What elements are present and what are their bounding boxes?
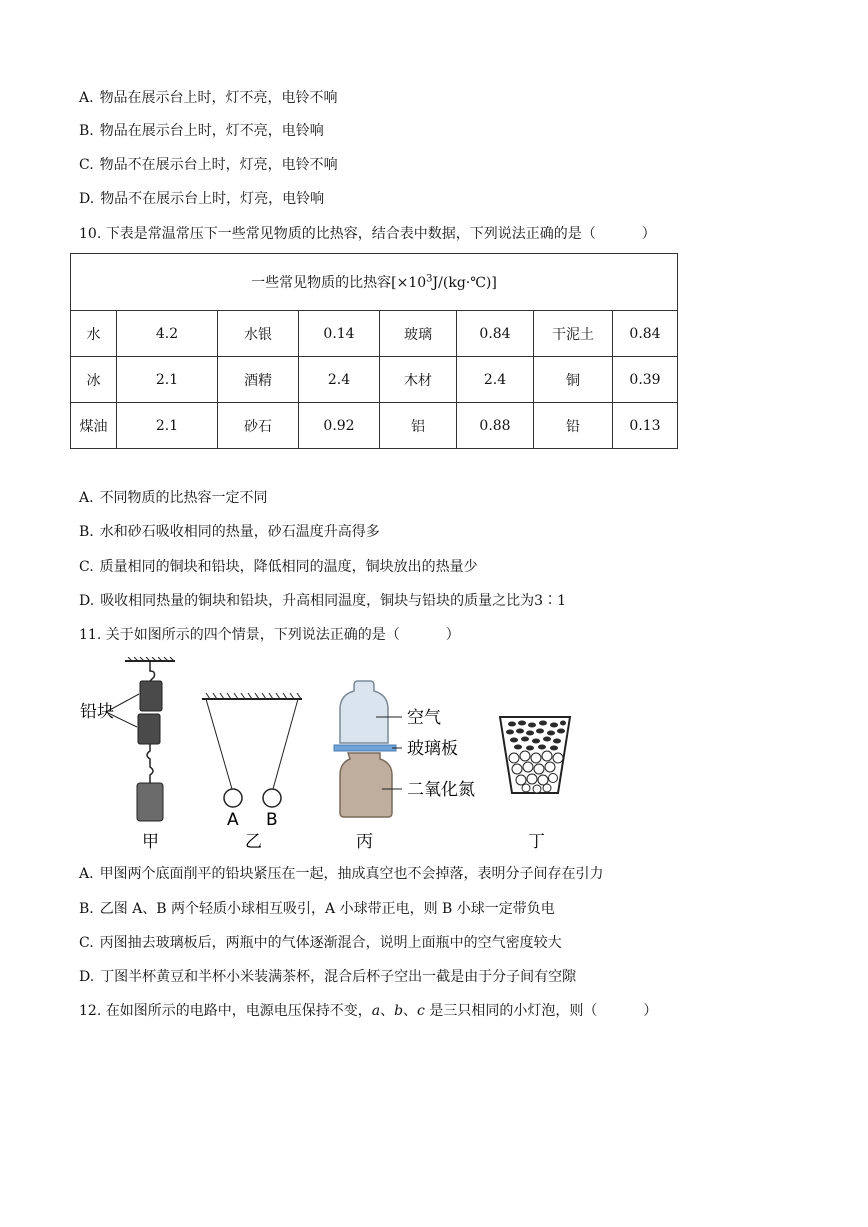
table-title: 一些常见物质的比热容$[\times 10^3J/(kg\cdot℃)]$: [71, 254, 678, 311]
table-cell: 0.39: [613, 357, 678, 403]
table-cell: 2.1: [117, 403, 218, 449]
lead-blocks-diagram: [80, 657, 175, 852]
table-cell: 4.2: [117, 311, 218, 357]
table-cell: 2.4: [457, 357, 534, 403]
table-row: [71, 403, 678, 449]
specific-heat-table: [70, 253, 678, 449]
charged-balls-diagram: [202, 693, 302, 852]
table-row: [71, 311, 678, 357]
caption-ding: 丁: [528, 832, 545, 852]
q11-option-b: B. 乙图 A、B 两个轻质小球相互吸引，A 小球带正电，则 B 小球一定带负电: [79, 901, 555, 917]
table-cell: 冰: [71, 357, 117, 403]
q10-option-a: A. 不同物质的比热容一定不同: [79, 490, 268, 506]
q9-option-b: B. 物品在展示台上时，灯不亮，电铃响: [79, 123, 324, 139]
q10-option-c: C. 质量相同的铜块和铅块，降低相同的温度，铜块放出的热量少: [79, 559, 478, 575]
q9-option-d: D. 物品不在展示台上时，灯亮，电铃响: [79, 191, 325, 207]
label-lead: 铅块: [80, 702, 114, 722]
q10-stem: 10. 下表是常温常压下一些常见物质的比热容，结合表中数据，下列说法正确的是（ ）: [79, 226, 656, 242]
q11-stem: 11. 关于如图所示的四个情景，下列说法正确的是（ ）: [79, 627, 460, 643]
table-cell: 铜: [534, 357, 613, 403]
q10-option-d: D. 吸收相同热量的铜块和铅块，升高相同温度，铜块与铅块的质量之比为3∶1: [79, 593, 566, 609]
caption-yi: 乙: [245, 832, 262, 852]
label-glass: 玻璃板: [407, 739, 458, 759]
table-cell: 铅: [534, 403, 613, 449]
table-cell: 砂石: [218, 403, 299, 449]
label-no2: 二氧化氮: [407, 780, 475, 800]
table-cell: 0.92: [299, 403, 380, 449]
q9-option-c: C. 物品不在展示台上时，灯亮，电铃不响: [79, 157, 338, 173]
table-cell: 煤油: [71, 403, 117, 449]
label-ball-a: A: [227, 810, 239, 830]
table-row: [71, 357, 678, 403]
gas-diffusion-diagram: [334, 681, 475, 852]
table-cell: 0.84: [613, 311, 678, 357]
beans-cup-diagram: [500, 717, 570, 852]
q11-option-a: A. 甲图两个底面削平的铅块紧压在一起，抽成真空也不会掉落，表明分子间存在引力: [79, 866, 604, 882]
label-ball-b: B: [266, 810, 278, 830]
table-cell: 酒精: [218, 357, 299, 403]
table-cell: 2.1: [117, 357, 218, 403]
caption-jia: 甲: [142, 832, 159, 852]
table-cell: 干泥土: [534, 311, 613, 357]
q11-option-d: D. 丁图半杯黄豆和半杯小米装满茶杯，混合后杯子空出一截是由于分子间有空隙: [79, 969, 577, 985]
table-cell: 玻璃: [380, 311, 457, 357]
table-cell: 木材: [380, 357, 457, 403]
caption-bing: 丙: [356, 832, 373, 852]
table-cell: 铝: [380, 403, 457, 449]
table-cell: 0.84: [457, 311, 534, 357]
q9-option-a: A. 物品在展示台上时，灯不亮，电铃不响: [79, 90, 338, 106]
table-cell: 2.4: [299, 357, 380, 403]
q12-stem: 12. 在如图所示的电路中，电源电压保持不变，a、b、c 是三只相同的小灯泡，则（ ）: [79, 1003, 658, 1019]
q10-option-b: B. 水和砂石吸收相同的热量，砂石温度升高得多: [79, 524, 380, 540]
table-cell: 0.13: [613, 403, 678, 449]
q11-option-c: C. 丙图抽去玻璃板后，两瓶中的气体逐渐混合，说明上面瓶中的空气密度较大: [79, 935, 562, 951]
table-cell: 0.14: [299, 311, 380, 357]
table-cell: 水银: [218, 311, 299, 357]
q11-figure: [70, 657, 630, 857]
table-cell: 水: [71, 311, 117, 357]
label-air: 空气: [407, 708, 441, 728]
table-cell: 0.88: [457, 403, 534, 449]
